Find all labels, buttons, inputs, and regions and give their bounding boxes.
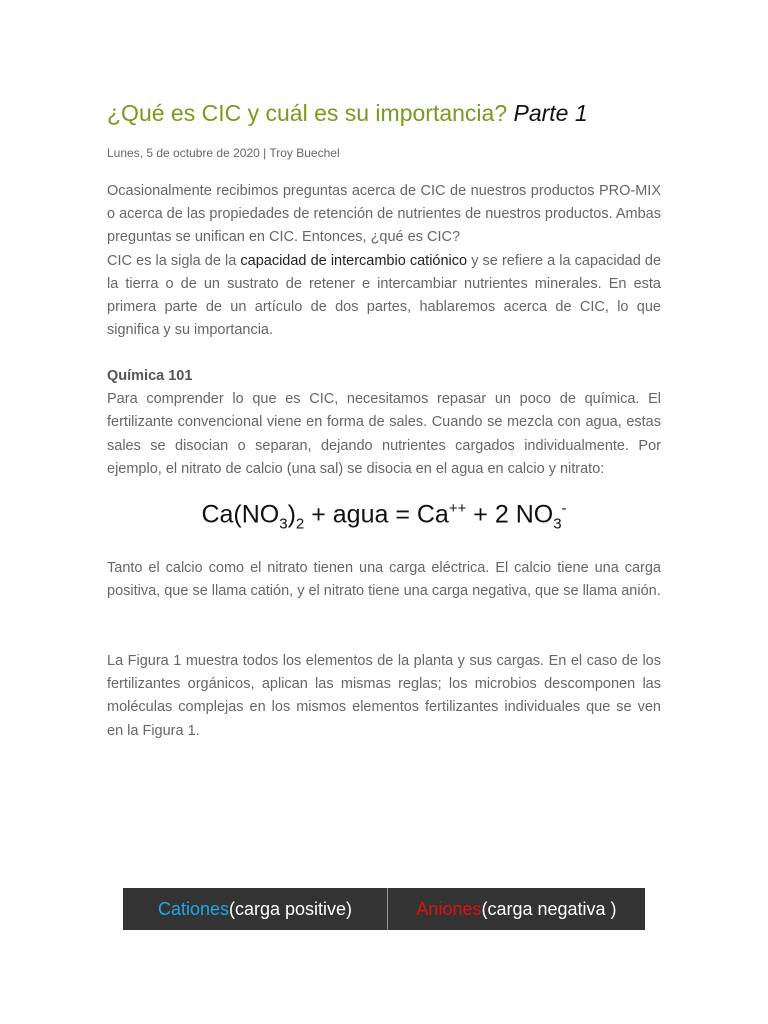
eq-part: ) <box>287 500 296 529</box>
cic-definition-link[interactable]: capacidad de intercambio catiónico <box>240 252 468 269</box>
intro-text-b2: y se refiere a la capacidad de la tierra o de un sustrato de retener e intercambiar nutrientes minerales. En esta primera parte de un artículo de dos partes, hablaremos acerca de CIC, lo que significa y su importancia. <box>107 252 662 339</box>
cations-header-cell <box>123 888 388 930</box>
cations-desc: (carga positive) <box>229 898 353 919</box>
figure-paragraph: La Figura 1 muestra todos los elementos de la planta y sus cargas. En el caso de los fertilizantes orgánicos, aplican las mismas reglas; los microbios descomponen las moléculas complejas en los mismos elementos fertilizantes individuales que se ven en la Figura 1. <box>107 653 661 739</box>
eq-part: + agua = Ca <box>304 500 449 529</box>
intro-text-b1: CIC es la sigla de la <box>107 252 241 269</box>
eq-part: Ca(NO <box>201 500 280 529</box>
eq-superscript: ++ <box>448 500 467 517</box>
eq-subscript: 3 <box>279 515 288 533</box>
section-text: Para comprender lo que es CIC, necesitamos repasar un poco de química. El fertilizante convencional viene en forma de sales. Cuando se mezcla con agua, estas sales se disocian o separan, dejando nutrientes cargados individualmente. Por ejemplo, el nitrato de calcio (una sal) se disocia en el agua en calcio y nitrato: <box>107 391 661 477</box>
eq-subscript: 3 <box>553 515 562 533</box>
chemistry-section <box>107 365 661 481</box>
charge-paragraph: Tanto el calcio como el nitrato tienen una carga eléctrica. El calcio tiene una carga positiva, que se llama catión, y el nitrato tiene una carga negativa, que se llama anión. <box>107 560 661 600</box>
eq-subscript: 2 <box>295 515 305 533</box>
intro-paragraph <box>107 180 661 342</box>
charges-table-header <box>123 888 645 930</box>
eq-superscript: - <box>561 500 567 517</box>
intro-text-a: Ocasionalmente recibimos preguntas acerca de CIC de nuestros productos PRO-MIX o acerca de las propiedades de retención de nutrientes de nuestros productos. Ambas preguntas se unifican en CIC. Entonces, ¿qué es CIC? <box>107 183 661 246</box>
section-heading: Química 101 <box>107 368 193 384</box>
article-title <box>107 100 588 127</box>
title-part: Parte 1 <box>513 100 588 126</box>
cations-label: Cationes <box>157 898 229 919</box>
byline: Lunes, 5 de octubre de 2020 | Troy Buechel <box>107 146 340 160</box>
anions-desc: (carga negativa ) <box>481 898 617 919</box>
anions-header-cell <box>388 888 645 930</box>
chemical-equation <box>107 500 661 532</box>
anions-label: Aniones <box>416 898 482 919</box>
eq-part: + 2 NO <box>466 500 554 529</box>
title-main: ¿Qué es CIC y cuál es su importancia? <box>107 100 508 126</box>
